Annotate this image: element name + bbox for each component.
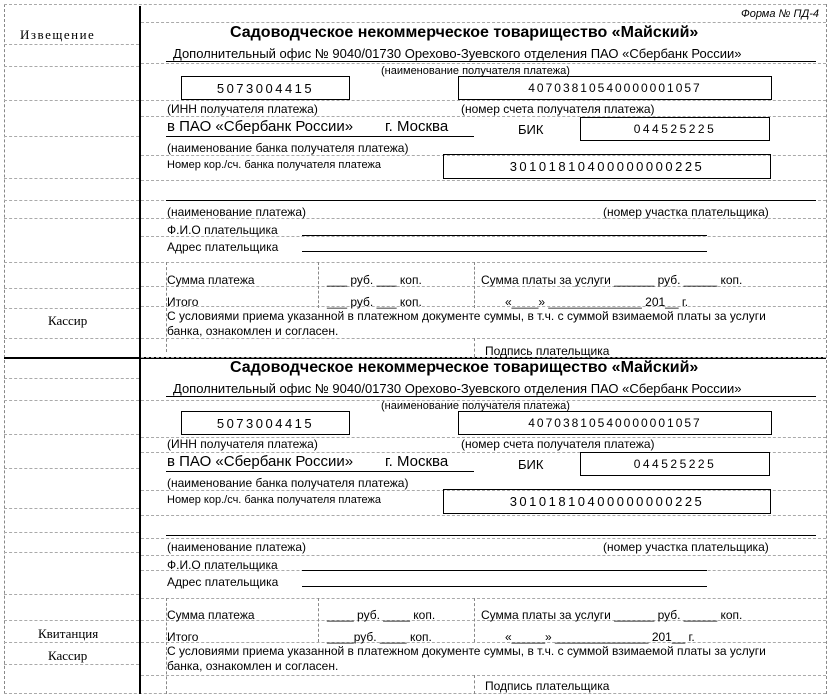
bik-label: БИК [518, 122, 544, 137]
payment-date[interactable]: «____» ______________ 201__ г. [505, 295, 689, 309]
top-border [4, 4, 826, 5]
corr-account-value: 30101810400000000225 [509, 494, 705, 509]
sum-value[interactable]: ____ руб. ____ коп. [327, 608, 436, 622]
bank-name: в ПАО «Сбербанк России» [167, 118, 354, 135]
corr-account-field [443, 489, 771, 514]
terms-text: С условиями приема указанной в платежном документе суммы, в т.ч. с суммой взимаемой платы за услуги [167, 309, 766, 323]
payer-name-label: Ф.И.О плательщика [167, 223, 278, 237]
account-value: 40703810540000001057 [528, 81, 702, 95]
bank-city: г. Москва [385, 118, 449, 135]
corr-account-value: 30101810400000000225 [509, 159, 705, 174]
inn-value: 5073004415 [216, 415, 315, 431]
bik-label: БИК [518, 457, 544, 472]
recipient-caption: (наименование получателя платежа) [381, 65, 570, 77]
inn-caption: (ИНН получателя платежа) [167, 437, 318, 451]
payer-address-label: Адрес плательщика [167, 575, 279, 589]
account-field [458, 411, 772, 435]
inn-field [181, 76, 350, 100]
org-name: Садоводческое некоммерческое товарищество «Майский» [230, 24, 699, 41]
account-field [458, 76, 772, 100]
inn-field [181, 411, 350, 435]
bik-field [580, 117, 770, 141]
payer-name-label: Ф.И.О плательщика [167, 558, 278, 572]
service-fee: Сумма платы за услуги ______ руб. _____ коп. [481, 273, 743, 287]
payer-signature[interactable]: Подпись плательщика [485, 344, 610, 358]
total-value[interactable]: ____руб. ____ коп. [327, 630, 432, 644]
payer-address-line[interactable] [302, 586, 707, 587]
bank-name: в ПАО «Сбербанк России» [167, 453, 354, 470]
org-name: Садоводческое некоммерческое товарищество «Майский» [230, 359, 699, 376]
terms-text: С условиями приема указанной в платежном документе суммы, в т.ч. с суммой взимаемой платы за услуги [167, 644, 766, 658]
cashier-bottom-label: Кассир [48, 648, 88, 663]
cashier-top-label: Кассир [48, 313, 88, 328]
inn-value: 5073004415 [216, 80, 315, 96]
total-label: Итого [167, 630, 199, 644]
bottom-border [4, 693, 826, 694]
corr-account-label: Номер кор./сч. банка получателя платежа [167, 494, 381, 506]
left-border [4, 4, 5, 694]
payer-address-label: Адрес плательщика [167, 240, 279, 254]
total-label: Итого [167, 295, 199, 309]
bik-value: 044525225 [633, 457, 717, 471]
payer-name-line[interactable] [302, 570, 707, 571]
bik-value: 044525225 [633, 122, 717, 136]
payment-date[interactable]: «_____» ______________ 201__ г. [505, 630, 695, 644]
terms-text-2: банка, ознакомлен и согласен. [167, 659, 339, 673]
payment-name-caption: (наименование платежа) [167, 540, 306, 554]
payer-address-line[interactable] [302, 251, 707, 252]
plot-number-caption: (номер участка плательщика) [603, 540, 769, 554]
terms-text-2: банка, ознакомлен и согласен. [167, 324, 339, 338]
service-fee: Сумма платы за услуги ______ руб. _____ коп. [481, 608, 743, 622]
recipient-caption: (наименование получателя платежа) [381, 400, 570, 412]
bik-field [580, 452, 770, 476]
bank-city: г. Москва [385, 453, 449, 470]
account-value: 40703810540000001057 [528, 416, 702, 430]
payer-name-line[interactable] [302, 235, 707, 236]
notice-label: Извещение [20, 27, 96, 42]
account-caption: (номер счета получателя платежа) [461, 102, 655, 116]
bank-caption: (наименование банка получателя платежа) [167, 141, 409, 155]
plot-number-caption: (номер участка плательщика) [603, 205, 769, 219]
total-value[interactable]: ___ руб. ___ коп. [327, 295, 422, 309]
bank-caption: (наименование банка получателя платежа) [167, 476, 409, 490]
column-divider [139, 6, 141, 694]
payment-name-caption: (наименование платежа) [167, 205, 306, 219]
corr-account-field [443, 154, 771, 179]
office-name: Дополнительный офис № 9040/01730 Орехово-Зуевского отделения ПАО «Сбербанк России» [173, 46, 742, 61]
corr-account-label: Номер кор./сч. банка получателя платежа [167, 159, 381, 171]
sum-label: Сумма платежа [167, 273, 255, 287]
office-name: Дополнительный офис № 9040/01730 Орехово-Зуевского отделения ПАО «Сбербанк России» [173, 381, 742, 396]
inn-caption: (ИНН получателя платежа) [167, 102, 318, 116]
receipt-label: Квитанция [38, 626, 99, 641]
payer-signature[interactable]: Подпись плательщика [485, 679, 610, 693]
form-number-label: Форма № ПД-4 [740, 8, 819, 20]
sum-label: Сумма платежа [167, 608, 255, 622]
right-border [826, 4, 827, 694]
sum-value[interactable]: ___ руб. ___ коп. [327, 273, 422, 287]
account-caption: (номер счета получателя платежа) [461, 437, 655, 451]
